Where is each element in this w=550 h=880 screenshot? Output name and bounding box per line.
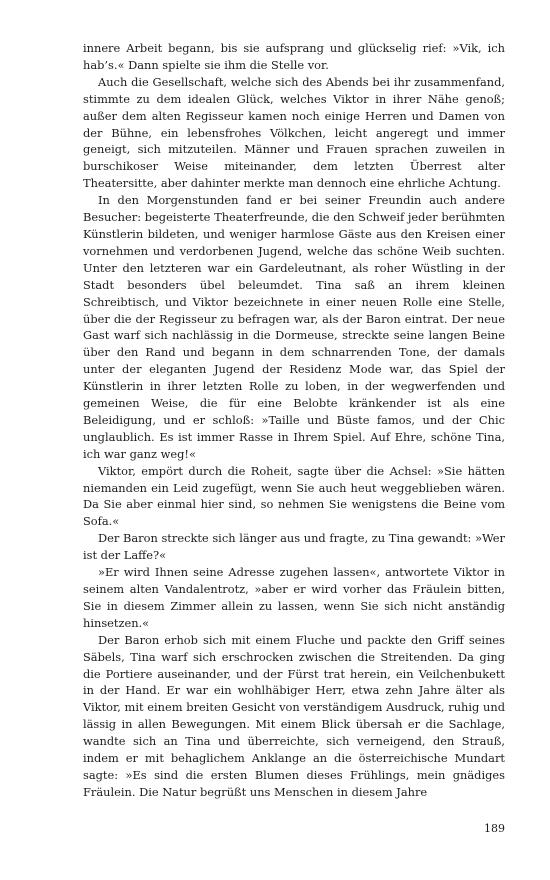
paragraph-4: Viktor, empört durch die Roheit, sagte über die Achsel: »Sie hätten niemanden ein Leid zugefügt, wenn Sie auch heut weggeblieben wären. Da Sie aber einmal hier sind, so nehmen Sie wenigstens die Beine vom Sofa.« (83, 463, 505, 529)
paragraph-2: Auch die Gesellschaft, welche sich des Abends bei ihr zusammenfand, stimmte zu dem idealen Glück, welches Viktor in ihrer Nähe genoß; außer dem alten Regisseur kamen noch einige Herren und Damen von der Bühne, ein lebensfrohes Völkchen, leicht angeregt und immer geneigt, sich mitzuteilen. Männer und Frauen sprachen zuweilen in burschikoser Weise miteinander, dem letzten Überrest alter Theatersitte, aber dahinter merkte man dennoch eine ehrliche Achtung. (83, 74, 505, 191)
paragraph-1: innere Arbeit begann, bis sie aufsprang und glückselig rief: »Vik, ich hab’s.« Dann spielte sie ihm die Stelle vor. (83, 41, 505, 72)
paragraph-5: Der Baron streckte sich länger aus und fragte, zu Tina gewandt: »Wer ist der Laffe?« (83, 531, 505, 563)
page-number: 189 (484, 822, 505, 835)
paragraph-3: In den Morgenstunden fand er bei seiner Freundin auch andere Besucher: begeisterte Theaterfreunde, die den Schweif jeder berühmten Künstlerin bildeten, und weniger harmlose Gäste aus den Kreisen einer vornehmen und verdorbenen Jugend, welche das schöne Weib suchten. Unter den letzteren war ein Gardeleutnant, als roher Wüstling in der Stadt besonders übel beleumdet. Tina saß an ihrem kleinen Schreibtisch, und Viktor bezeichnete in einer neuen Rolle eine Stelle, über die der Regisseur zu befragen war, als der Baron eintrat. Der neue Gast warf sich nachlässig in die Dormeuse, streckte seine langen Beine über den Rand und begann in dem schnarrenden Tone, der damals unter der eleganten Jugend der Residenz Mode war, das Spiel der Künstlerin in ihrer letzten Rolle zu loben, in der wegwerfenden und gemeinen Weise, die für eine Belobte kränkender ist als eine Beleidigung, und er schloß: »Taille und Büste famos, und der Chic unglaublich. Es ist immer Rasse in Ihrem Spiel. Auf Ehre, schöne Tina, ich war ganz weg!« (83, 193, 505, 461)
paragraph-7: Der Baron erhob sich mit einem Fluche und packte den Griff seines Säbels, Tina warf sich erschrocken zwischen die Streitenden. Da ging die Portiere auseinander, und der Fürst trat herein, ein Veilchenbukett in der Hand. Er war ein wohlhäbiger Herr, etwa zehn Jahre älter als Viktor, mit einem breiten Gesicht von verständigem Ausdruck, ruhig und lässig in allen Bewegungen. Mit einem Blick übersah er die Sachlage, wandte sich an Tina und überreichte, sich verneigend, den Strauß, indem er mit behaglichem Anklange an die österreichische Mundart sagte: »Es sind die ersten Blumen dieses Frühlings, mein gnädiges Fräulein. Die Natur begrüßt uns Menschen in diesem Jahre (83, 632, 505, 799)
body-text (83, 40, 505, 801)
paragraph-6: »Er wird Ihnen seine Adresse zugehen lassen«, antwortete Viktor in seinem alten Vandalentrotz, »aber er wird vorher das Fräulein bitten, Sie in diesem Zimmer allein zu lassen, wenn Sie sich nicht anständig hinsetzen.« (83, 565, 505, 630)
